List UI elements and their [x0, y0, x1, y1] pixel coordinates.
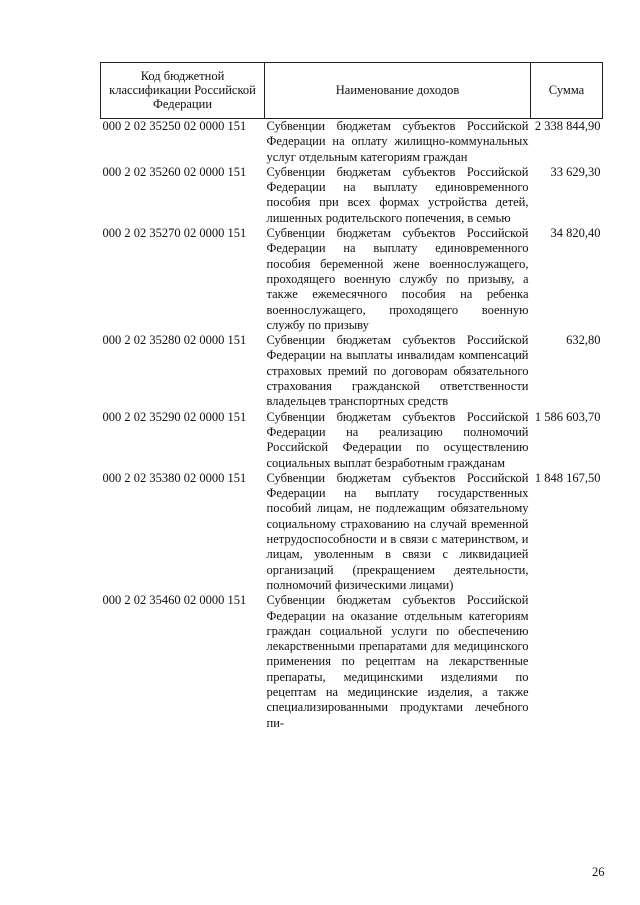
table-row: [101, 593, 603, 731]
row-code: 000 2 02 35460 02 0000 151: [102, 593, 247, 608]
header-code: Код бюджетной классификации Российской Федерации: [101, 63, 265, 119]
row-amount: [531, 593, 603, 731]
page-number: 26: [592, 865, 605, 879]
row-name: Субвенции бюджетам субъектов Российской Федерации на оплату жилищно-коммунальных услуг отдельным категориям граждан: [266, 119, 529, 164]
table-row: [101, 165, 603, 226]
row-code: 000 2 02 35290 02 0000 151: [102, 409, 247, 424]
row-amount: 1 586 603,70: [534, 409, 601, 424]
budget-revenue-table: [100, 62, 603, 731]
row-name: Субвенции бюджетам субъектов Российской Федерации на выплату единовременного пособия беременной жене военнослужащего, проходящего военную службу по призыву, а также ежемесячного пособия на ребенка военнослужащего, проходящего военную службу по призыву: [266, 226, 529, 332]
table-row: [101, 471, 603, 593]
table-row: [101, 226, 603, 333]
row-name: Субвенции бюджетам субъектов Российской Федерации на выплаты инвалидам компенсаций страховых премий по договорам обязательного страхования гражданской ответственности владельцев транспортных средств: [266, 333, 529, 409]
row-name: Субвенции бюджетам субъектов Российской Федерации на выплату государственных пособий лицам, не подлежащим обязательному социальному страхованию на случай временной нетрудоспособности и в связи с материнством, и лицам, уволенным в связи с ликвидацией организаций (прекращением деятельности, полномочий физическими лицами): [266, 470, 529, 592]
table-header-row: [101, 63, 603, 119]
row-amount: 33 629,30: [550, 164, 601, 179]
row-code: 000 2 02 35380 02 0000 151: [102, 470, 247, 485]
header-name: Наименование доходов: [265, 63, 531, 119]
row-code: 000 2 02 35280 02 0000 151: [102, 333, 247, 348]
row-amount: 2 338 844,90: [534, 119, 601, 133]
table-row: [101, 333, 603, 409]
table-body: [101, 119, 603, 731]
row-code: 000 2 02 35270 02 0000 151: [102, 226, 247, 241]
table-row: [101, 410, 603, 471]
row-amount: 34 820,40: [550, 226, 601, 241]
row-code: 000 2 02 35260 02 0000 151: [102, 164, 247, 179]
row-name: Субвенции бюджетам субъектов Российской Федерации на оказание отдельным категориям граждан социальной услуги по обеспечению лекарственными препаратами для медицинского применения по рецептам на лекарственные препараты, медицинскими изделиями по рецептам на медицинские изделия, а также специализированными продуктами лечебного пи-: [266, 593, 529, 730]
header-amount: Сумма: [531, 63, 603, 119]
row-code: 000 2 02 35250 02 0000 151: [102, 119, 247, 133]
table-row: [101, 119, 603, 165]
row-name: Субвенции бюджетам субъектов Российской Федерации на выплату единовременного пособия при всех формах устройства детей, лишенных родительского попечения, в семью: [266, 164, 529, 225]
row-name: Субвенции бюджетам субъектов Российской Федерации на реализацию полномочий Российской Федерации по осуществлению социальных выплат безработным гражданам: [266, 409, 529, 470]
row-amount: 632,80: [566, 333, 601, 348]
row-amount: 1 848 167,50: [534, 470, 601, 485]
